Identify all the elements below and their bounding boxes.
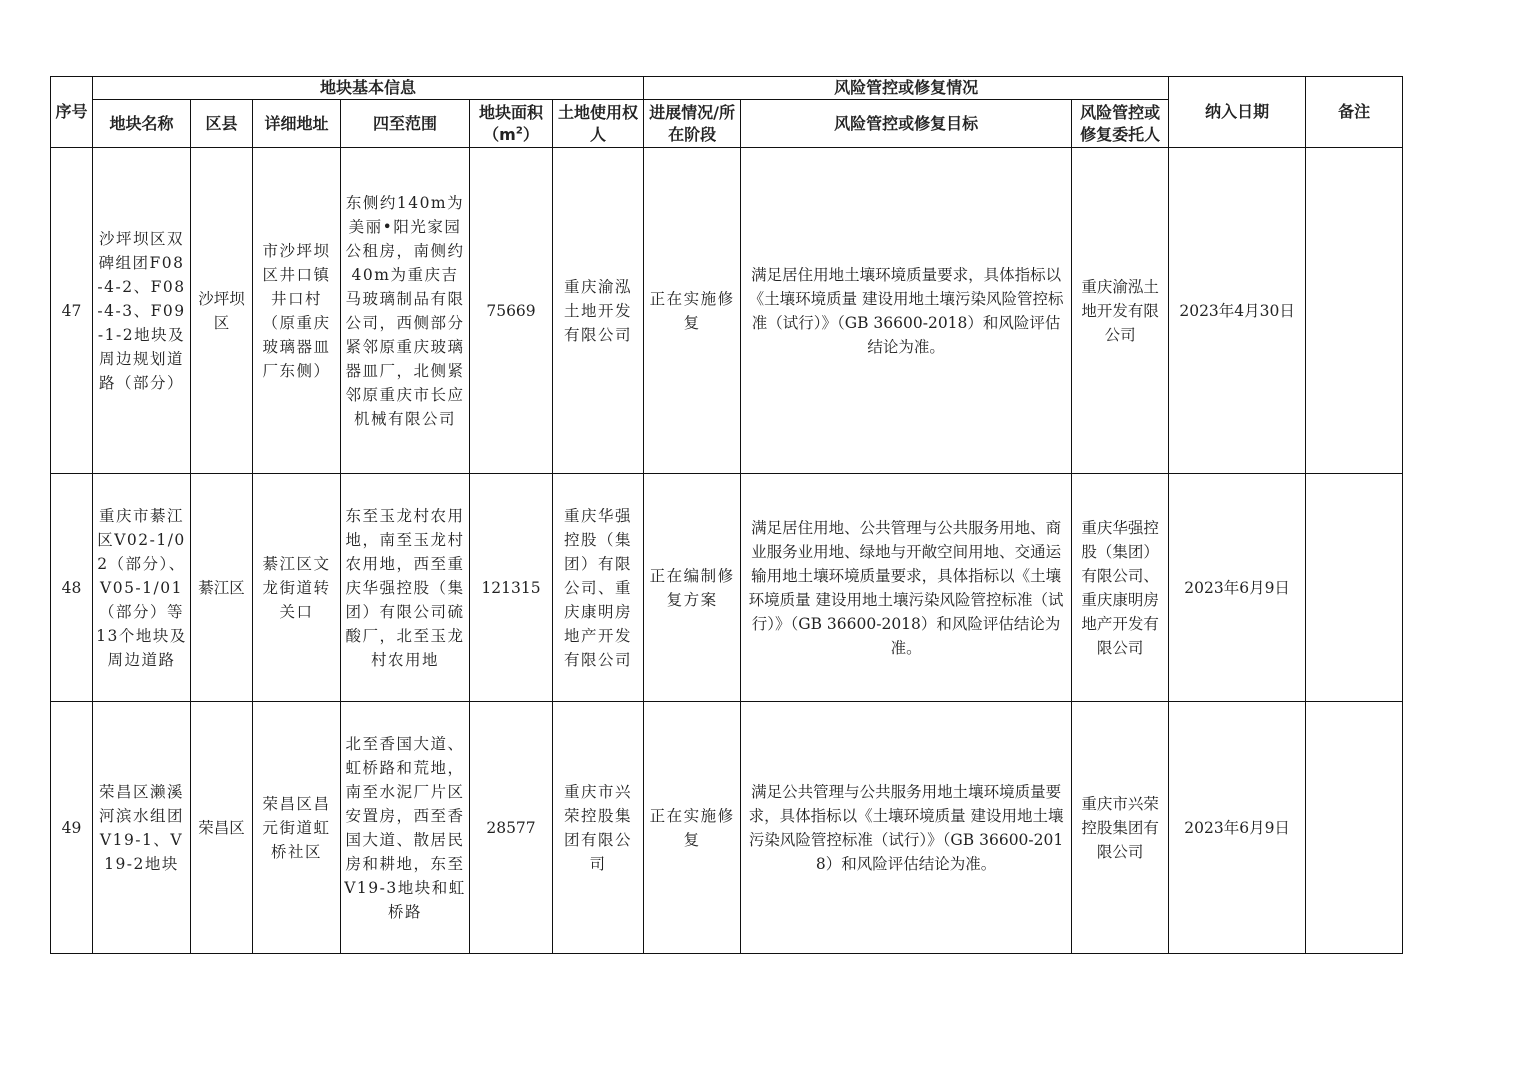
table-row <box>51 474 1403 702</box>
header-area-suffix: ） <box>522 124 539 144</box>
cell-remark <box>1306 148 1403 474</box>
cell-date: 2023年4月30日 <box>1169 148 1306 474</box>
cell-seq: 48 <box>51 474 93 702</box>
cell-address: 綦江区文龙街道转关口 <box>253 474 341 702</box>
header-district: 区县 <box>191 100 253 148</box>
cell-seq: 47 <box>51 148 93 474</box>
cell-remark <box>1306 474 1403 702</box>
cell-client: 重庆市兴荣控股集团有限公司 <box>1072 702 1169 954</box>
cell-boundaries: 北至香国大道、虹桥路和荒地，南至水泥厂片区安置房，西至香国大道、散居民房和耕地，东至V19-3地块和虹桥路 <box>341 702 470 954</box>
header-area-sup: 2 <box>515 125 523 137</box>
cell-seq: 49 <box>51 702 93 954</box>
header-date: 纳入日期 <box>1169 77 1306 148</box>
cell-area: 121315 <box>470 474 553 702</box>
header-remark: 备注 <box>1306 77 1403 148</box>
cell-date: 2023年6月9日 <box>1169 474 1306 702</box>
cell-progress: 正在实施修复 <box>644 702 741 954</box>
cell-area: 28577 <box>470 702 553 954</box>
header-group-row <box>51 77 1403 100</box>
cell-date: 2023年6月9日 <box>1169 702 1306 954</box>
cell-goal: 满足居住用地、公共管理与公共服务用地、商业服务业用地、绿地与开敞空间用地、交通运输用地土壤环境质量要求，具体指标以《土壤环境质量 建设用地土壤污染风险管控标准（试行）》（GB 36600-2018）和风险评估结论为准。 <box>741 474 1072 702</box>
cell-progress: 正在实施修复 <box>644 148 741 474</box>
cell-name: 重庆市綦江区V02-1/02（部分）、V05-1/01（部分）等13个地块及周边道路 <box>93 474 191 702</box>
cell-name: 荣昌区濑溪河滨水组团V19-1、V19-2地块 <box>93 702 191 954</box>
cell-boundaries: 东侧约140m为美丽•阳光家园公租房，南侧约40m为重庆吉马玻璃制品有限公司，西侧部分紧邻原重庆玻璃器皿厂，北侧紧邻原重庆市长应机械有限公司 <box>341 148 470 474</box>
cell-owner: 重庆渝泓土地开发有限公司 <box>553 148 644 474</box>
cell-name: 沙坪坝区双碑组团F08-4-2、F08-4-3、F09-1-2地块及周边规划道路（部分） <box>93 148 191 474</box>
cell-address: 荣昌区昌元街道虹桥社区 <box>253 702 341 954</box>
cell-area: 75669 <box>470 148 553 474</box>
header-boundaries: 四至范围 <box>341 100 470 148</box>
header-group-basic: 地块基本信息 <box>93 77 644 100</box>
cell-owner: 重庆华强控股（集团）有限公司、重庆康明房地产开发有限公司 <box>553 474 644 702</box>
table-row <box>51 148 1403 474</box>
header-seq: 序号 <box>51 77 93 148</box>
header-progress: 进展情况/所在阶段 <box>644 100 741 148</box>
cell-client: 重庆渝泓土地开发有限公司 <box>1072 148 1169 474</box>
site-registry-table <box>50 76 1403 954</box>
cell-goal: 满足居住用地土壤环境质量要求，具体指标以《土壤环境质量 建设用地土壤污染风险管控标准（试行）》（GB 36600-2018）和风险评估结论为准。 <box>741 148 1072 474</box>
header-address: 详细地址 <box>253 100 341 148</box>
header-client: 风险管控或修复委托人 <box>1072 100 1169 148</box>
header-name: 地块名称 <box>93 100 191 148</box>
cell-district: 綦江区 <box>191 474 253 702</box>
cell-goal: 满足公共管理与公共服务用地土壤环境质量要求，具体指标以《土壤环境质量 建设用地土壤污染风险管控标准（试行）》（GB 36600-2018）和风险评估结论为准。 <box>741 702 1072 954</box>
cell-progress: 正在编制修复方案 <box>644 474 741 702</box>
header-area <box>470 100 553 148</box>
cell-address: 市沙坪坝区井口镇井口村（原重庆玻璃器皿厂东侧） <box>253 148 341 474</box>
header-group-risk: 风险管控或修复情况 <box>644 77 1169 100</box>
cell-boundaries: 东至玉龙村农用地，南至玉龙村农用地，西至重庆华强控股（集团）有限公司硫酸厂，北至玉龙村农用地 <box>341 474 470 702</box>
table-row <box>51 702 1403 954</box>
header-area-prefix: 地块面积（m <box>478 102 543 144</box>
cell-owner: 重庆市兴荣控股集团有限公司 <box>553 702 644 954</box>
cell-district: 沙坪坝区 <box>191 148 253 474</box>
header-goal: 风险管控或修复目标 <box>741 100 1072 148</box>
header-owner: 土地使用权人 <box>553 100 644 148</box>
cell-remark <box>1306 702 1403 954</box>
cell-client: 重庆华强控股（集团）有限公司、重庆康明房地产开发有限公司 <box>1072 474 1169 702</box>
cell-district: 荣昌区 <box>191 702 253 954</box>
